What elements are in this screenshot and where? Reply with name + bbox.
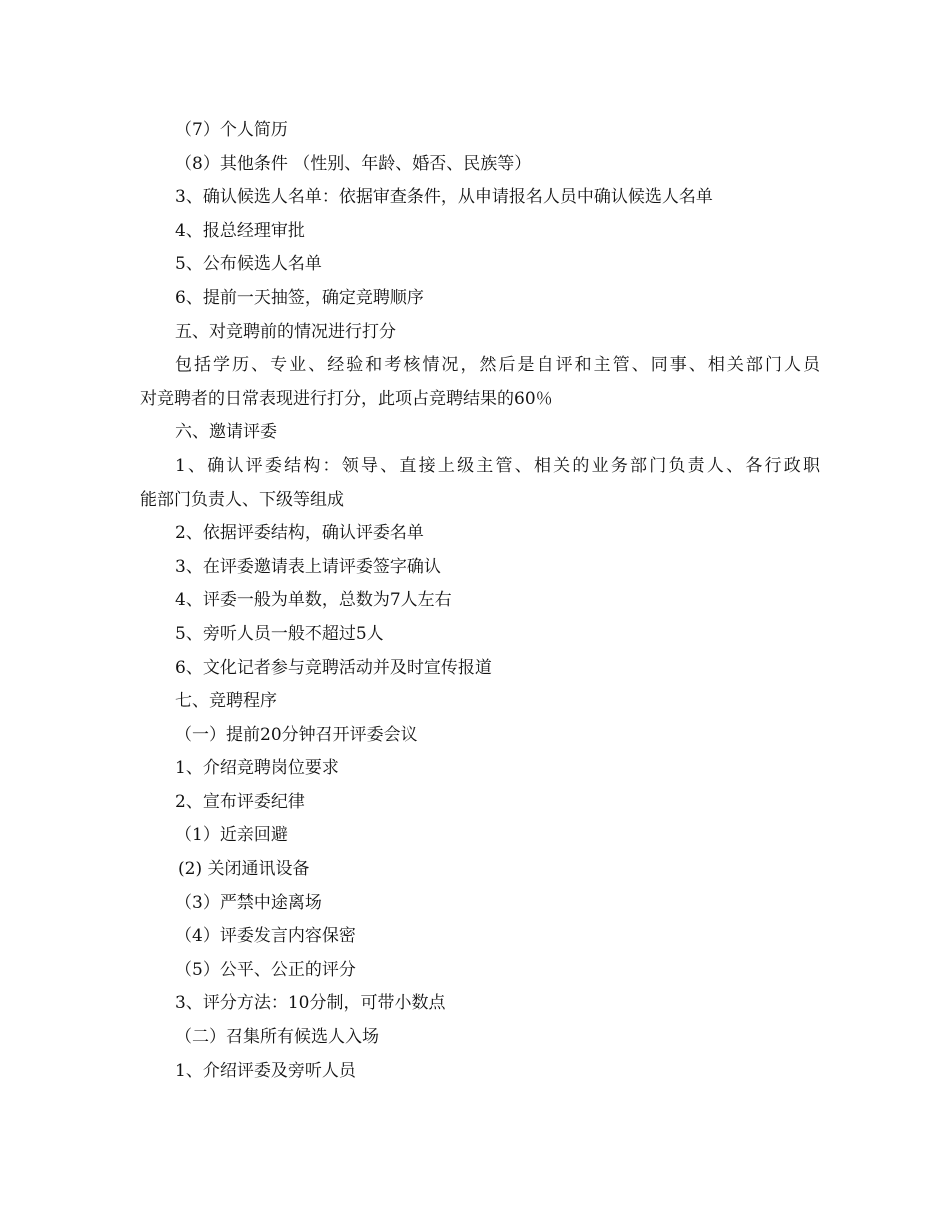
- text-line: 5、旁听人员一般不超过5人: [175, 623, 384, 644]
- text-line: 对竞聘者的日常表现进行打分，此项占竞聘结果的60％: [140, 388, 553, 409]
- text-line: （一）提前20分钟召开评委会议: [175, 724, 418, 745]
- text-line: （1）近亲回避: [175, 825, 288, 846]
- text-line: 2、宣布评委纪律: [175, 791, 305, 812]
- text-line: （7）个人简历: [175, 120, 288, 140]
- text-line: 6、提前一天抽签，确定竞聘顺序: [175, 287, 424, 308]
- text-line: （4）评委发言内容保密: [175, 926, 356, 947]
- text-line: 3、评分方法：10分制，可带小数点: [175, 993, 446, 1014]
- text-line: 4、报总经理审批: [175, 220, 305, 241]
- text-line: （二）召集所有候选人入场: [175, 1027, 379, 1048]
- text-line: 包括学历、专业、经验和考核情况，然后是自评和主管、同事、相关部门人员: [175, 355, 820, 376]
- section-heading: 七、竞聘程序: [175, 691, 277, 712]
- text-line: 1、介绍评委及旁听人员: [175, 1060, 356, 1081]
- text-line: 1、确认评委结构：领导、直接上级主管、相关的业务部门负责人、各行政职: [175, 455, 820, 476]
- text-line: 6、文化记者参与竞聘活动并及时宣传报道: [175, 657, 492, 678]
- text-line: 3、在评委邀请表上请评委签字确认: [175, 556, 441, 577]
- text-line: (2) 关闭通讯设备: [178, 859, 310, 880]
- text-line: 1、介绍竞聘岗位要求: [175, 758, 339, 779]
- text-line: 2、依据评委结构，确认评委名单: [175, 523, 424, 544]
- section-heading: 五、对竞聘前的情况进行打分: [175, 321, 396, 342]
- section-heading: 六、邀请评委: [175, 422, 277, 443]
- text-line: 能部门负责人、下级等组成: [140, 489, 344, 510]
- text-line: 4、评委一般为单数，总数为7人左右: [175, 590, 452, 611]
- document-body: [140, 114, 820, 1088]
- text-line: 5、公布候选人名单: [175, 254, 322, 275]
- text-line: （3）严禁中途离场: [175, 892, 322, 913]
- text-line: （8）其他条件 （性别、年龄、婚否、民族等）: [175, 153, 532, 174]
- text-line: （5）公平、公正的评分: [175, 959, 356, 980]
- text-line: 3、确认候选人名单：依据审查条件，从申请报名人员中确认候选人名单: [175, 187, 713, 208]
